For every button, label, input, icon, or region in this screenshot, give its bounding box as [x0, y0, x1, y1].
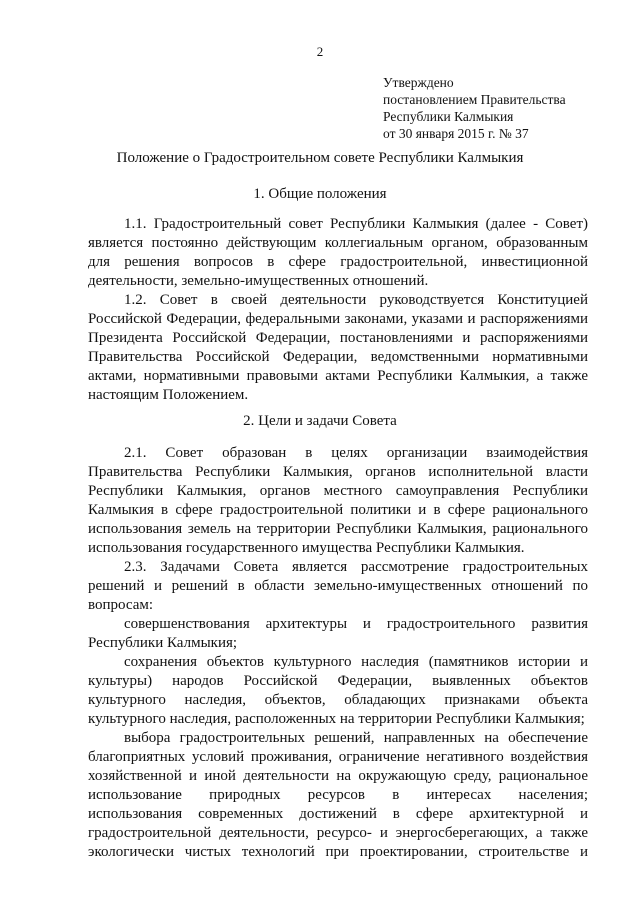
- approval-line: от 30 января 2015 г. № 37: [383, 126, 529, 141]
- text-line: 1.2. Совет в своей деятельности руководствуется Конституцией: [124, 292, 588, 308]
- text-line: Калмыкия в сфере градостроительной политики и в сфере рационального: [88, 502, 588, 518]
- text-line: использования государственного имущества Республики Калмыкия.: [88, 540, 525, 556]
- list-item-cultural-heritage: [88, 653, 588, 729]
- text-line: Правительства Республики Калмыкия, органов исполнительной власти: [88, 464, 588, 480]
- list-item-planning-decisions: [88, 729, 588, 862]
- page-number: 2: [316, 44, 324, 59]
- paragraph-1-2: [88, 291, 588, 405]
- approval-stamp: [383, 74, 566, 142]
- text-line: Республики Калмыкия, органов местного самоуправления Республики: [88, 483, 588, 499]
- approval-line: Республики Калмыкия: [383, 109, 514, 124]
- text-line: культуры) народов Российской Федерации, выявленных объектов: [88, 673, 588, 689]
- paragraph-2-1: [88, 444, 588, 558]
- document-title: Положение о Градостроительном совете Республики Калмыкия: [116, 150, 524, 166]
- text-line: использования современных достижений в сфере архитектурной и: [88, 806, 588, 822]
- text-line: деятельности, земельно-имущественных отношений.: [88, 273, 429, 289]
- text-line: является постоянно действующим коллегиальным органом, образованным: [88, 235, 588, 251]
- text-line: хозяйственной и иной деятельности на окружающую среду, рациональное: [88, 768, 588, 784]
- text-line: Президента Российской Федерации, постановлениями и распоряжениями: [88, 330, 588, 346]
- section-heading-1: 1. Общие положения: [253, 186, 387, 202]
- text-line: настоящим Положением.: [88, 387, 249, 403]
- text-line: Российской Федерации, федеральными законами, указами и распоряжениями: [88, 311, 588, 327]
- text-line: для решения вопросов в сфере градостроительной, инвестиционной: [88, 254, 588, 270]
- text-line: благоприятных условий проживания, ограничение негативного воздействия: [88, 749, 588, 765]
- paragraph-1-1: [88, 215, 588, 291]
- list-item-architecture: [88, 615, 588, 653]
- text-line: вопросам:: [88, 597, 154, 613]
- text-line: культурного наследия, расположенных на территории Республики Калмыкия;: [88, 711, 585, 727]
- text-line: Правительства Российской Федерации, ведомственными нормативными: [88, 349, 588, 365]
- paragraph-2-3: [88, 558, 588, 615]
- text-line: сохранения объектов культурного наследия (памятников истории и: [124, 654, 588, 670]
- text-line: использование природных ресурсов в интересах населения;: [88, 787, 588, 803]
- text-line: использования земель на территории Республики Калмыкия, рационального: [88, 521, 588, 537]
- text-line: 2.3. Задачами Совета является рассмотрение градостроительных: [124, 559, 588, 575]
- text-line: 2.1. Совет образован в целях организации взаимодействия: [124, 445, 588, 461]
- text-line: выбора градостроительных решений, направленных на обеспечение: [124, 730, 588, 746]
- text-line: экологически чистых технологий при проектировании, строительстве и: [88, 844, 588, 860]
- text-line: Республики Калмыкия;: [88, 635, 238, 651]
- text-line: актами, нормативными правовыми актами Республики Калмыкия, а также: [88, 368, 588, 384]
- text-line: 1.1. Градостроительный совет Республики Калмыкия (далее - Совет): [124, 216, 588, 232]
- section-heading-2: 2. Цели и задачи Совета: [243, 413, 397, 429]
- text-line: культурного наследия, объектов, обладающих признаками объекта: [88, 692, 588, 708]
- text-line: совершенствования архитектуры и градостроительного развития: [124, 616, 588, 632]
- text-line: решений и решений в области земельно-имущественных отношений по: [88, 578, 588, 594]
- text-line: градостроительной деятельности, ресурсо- и энергосберегающих, а также: [88, 825, 588, 841]
- approval-line: постановлением Правительства: [383, 92, 566, 107]
- approval-line: Утверждено: [383, 75, 454, 90]
